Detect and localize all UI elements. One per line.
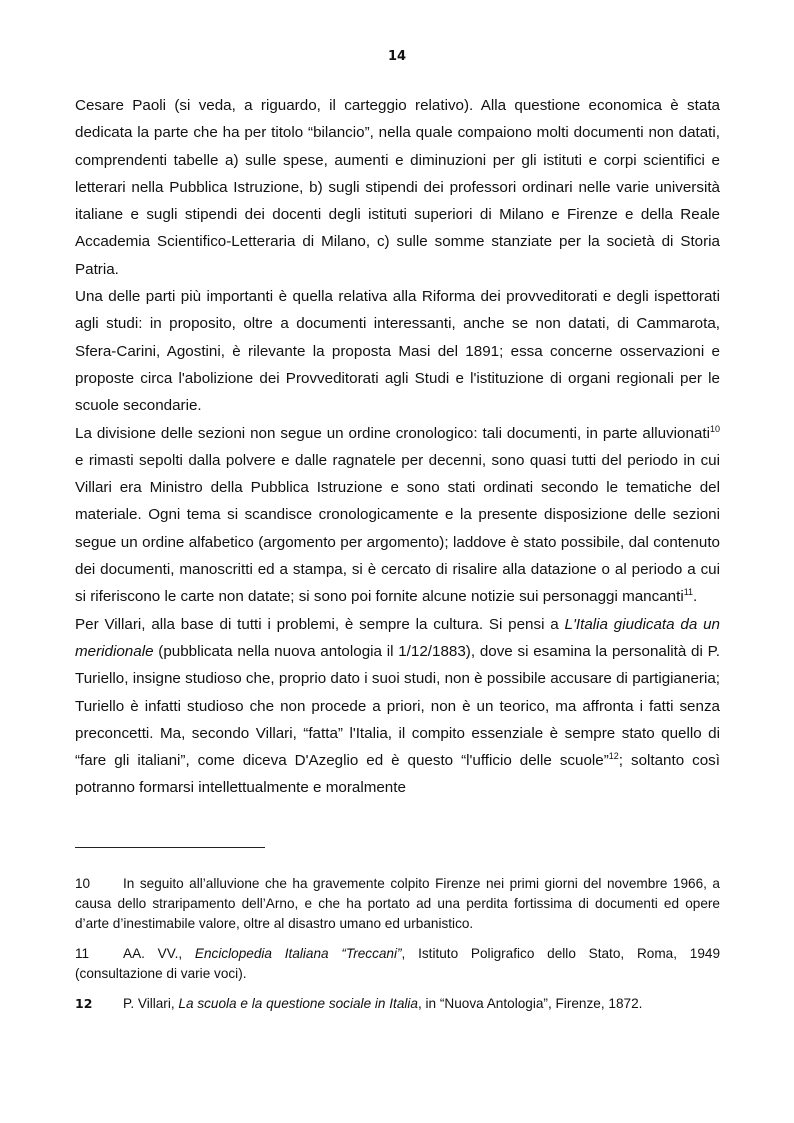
footnote-10 [75,874,720,934]
paragraph-4-text-a: Per Villari, alla base di tutti i problemi, è sempre la cultura. Si pensi a [75,615,565,633]
footnote-number: 12 [75,996,93,1011]
paragraph-2: Una delle parti più importanti è quella relativa alla Riforma dei provveditorati e degli ispettorati agli studi: in proposito, oltre a documenti interessanti, anche se non datati, di Cammarota, Sfera-Carini, Agostini, è rilevante la proposta Masi del 1891; essa concerne osservazioni e proposte circa l'abolizione dei Provveditorati agli Studi e l'istituzione di organi regionali per le scuole secondarie. [75,288,720,415]
footnote-ref-10[interactable]: 10 [709,423,720,434]
footnotes [75,874,720,1024]
page-number: 14 [387,49,407,64]
footnote-number: 11 [75,946,90,961]
footnote-number: 10 [75,876,91,891]
footnote-text-b: , Istituto Poligrafico dello Stato, Roma, 1949 (consultazione di varie voci). [75,946,721,981]
footnote-text: In seguito all’alluvione che ha gravemente colpito Firenze nei primi giorni del novembre 1966, a causa dello straripamento dell’Arno, e che ha portato ad una perdita fortissima di documenti ed opere d’arte d’inestimabile valore, oltre al disastro umano ed urbanistico. [75,876,720,931]
paragraph-3-text-b: e rimasti sepolti dalla polvere e dalle ragnatele per decenni, sono quasi tutti del periodo in cui Villari era Ministro della Pubblica Istruzione e sono stati ordinati secondo le tematiche del materiale. Ogni tema si scandisce cronologicamente e la presente disposizione delle sezioni segue un ordine alfabetico (argomento per argomento); laddove è stato possibile, dal contenuto dei documenti, manoscritti ed a stampa, si è cercato di risalire alla datazione o al periodo a cui si riferiscono le carte non datate; si sono poi fornite alcune notizie sui personaggi mancanti [75,451,720,606]
paragraph-1: Cesare Paoli (si veda, a riguardo, il carteggio relativo). Alla questione economica è stata dedicata la parte che ha per titolo “bilancio”, nella quale compaiono molti documenti non datati, comprendenti tabelle a) sulle spese, aumenti e diminuzioni per gli istituti e corpi scientifici e letterari nella Pubblica Istruzione, b) sugli stipendi dei professori ordinari nelle varie università italiane e sugli stipendi dei docenti degli istituti superiori di Milano e Firenze e della Reale Accademia Scientifico-Letteraria di Milano, c) sulle somme stanziate per la società di Storia Patria. [75,97,720,278]
paragraph-3 [75,420,720,611]
paragraph-4-text-c: ; soltanto così potranno formarsi intellettualmente e moralmente [75,752,720,797]
body-text [75,92,720,802]
paragraph-4 [75,611,720,802]
paragraph-4-title: L'Italia giudicata da un meridionale [75,615,720,660]
footnote-title: La scuola e la questione sociale in Italia [178,996,418,1011]
footnote-title: Enciclopedia Italiana “Treccani” [194,946,402,961]
footnote-text-b: , in “Nuova Antologia”, Firenze, 1872. [417,996,643,1011]
footnote-text-a: P. Villari, [123,996,179,1011]
footnote-text-a: AA. VV., [123,946,195,961]
footnote-ref-11[interactable]: 11 [683,587,694,598]
footnote-11 [75,944,720,984]
footnote-ref-12[interactable]: 12 [608,751,619,762]
paragraph-3-text-c: . [693,588,698,606]
footnote-12 [75,994,720,1014]
paragraph-3-text-a: La divisione delle sezioni non segue un ordine cronologico: tali documenti, in parte alluvionati [75,424,710,442]
footnote-separator [75,847,265,848]
paragraph-4-text-b: (pubblicata nella nuova antologia il 1/12/1883), dove si esamina la personalità di P. Turiello, insigne studioso che, proprio dato i suoi studi, non è possibile accusare di partigianeria; Turiello è infatti studioso che non procede a priori, non è un teorico, ma affronta i fatti senza preconcetti. Ma, secondo Villari, “fatta” l'Italia, il compito essenziale è sempre stato quello di “fare gli italiani”, come diceva D'Azeglio ed è questo “l'ufficio delle scuole” [75,642,720,770]
